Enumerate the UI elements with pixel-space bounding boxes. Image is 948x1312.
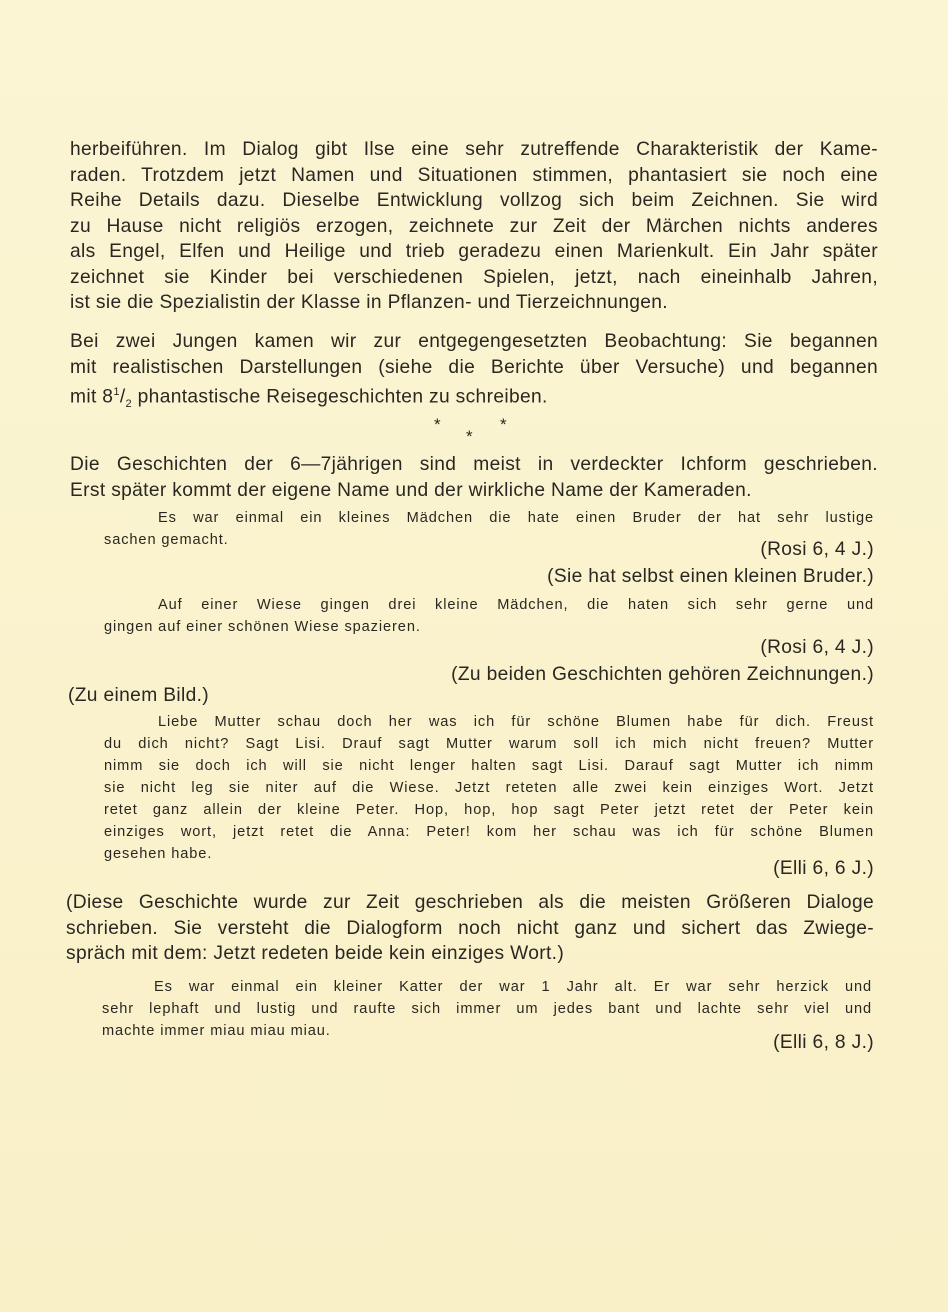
story-source: (Elli 6, 6 J.) [773, 858, 874, 879]
story-source: (Rosi 6, 4 J.) [760, 539, 874, 560]
story-line: Es war einmal ein kleiner Katter der war 1 Jahr alt. Er war sehr herzick und [154, 979, 872, 995]
story-line: Es war einmal ein kleines Mädchen die hate einen Bruder der hat sehr lustige [158, 510, 874, 526]
text-line: Erst später kommt der eigene Name und der wirkliche Name der Kameraden. [70, 479, 752, 501]
text-line: mit realistischen Darstellungen (siehe die Berichte über Versuche) und begannen [70, 356, 878, 378]
story-line: Liebe Mutter schau doch her was ich für schöne Blumen habe für dich. Freust [158, 714, 874, 730]
separator-asterisk: * [466, 427, 473, 446]
text-fragment: mit 8 [70, 386, 114, 408]
text-line-fraction: mit $8^1/_2$ phantastische Reisegeschichten zu schreiben. [70, 386, 548, 411]
paragraph-ilse [70, 137, 878, 316]
paragraph-commentary [66, 890, 874, 967]
story-note: (Zu beiden Geschichten gehören Zeichnungen.) [451, 664, 874, 685]
story-line: retet ganz allein der kleine Peter. Hop, hop, hop sagt Peter jetzt retet der Peter kein [104, 802, 874, 818]
story-line: einziges wort, jetzt retet die Anna: Peter! kom her schau was ich für schöne Blumen [104, 824, 874, 840]
story-line: Auf einer Wiese gingen drei kleine Mädchen, die haten sich sehr gerne und [158, 597, 874, 613]
paragraph-intro [70, 452, 878, 503]
story-line: sachen gemacht. [104, 532, 229, 548]
story-note: (Sie hat selbst einen kleinen Bruder.) [547, 566, 874, 587]
text-line: Bei zwei Jungen kamen wir zur entgegengesetzten Beobachtung: Sie begannen [70, 331, 878, 352]
story-line: gesehen habe. [104, 846, 213, 862]
story-line: gingen auf einer schönen Wiese spazieren. [104, 619, 421, 635]
text-line: ist sie die Spezialistin der Klasse in Pflanzen- und Tierzeichnungen. [70, 292, 668, 313]
text-line: herbeiführen. Im Dialog gibt Ilse eine sehr zutreffende Charakteristik der Kame- [70, 139, 878, 160]
fraction-numerator: 1 [113, 386, 120, 398]
story-line: nimm sie doch ich will sie nicht lenger halten sagt Lisi. Darauf sagt Mutter ich nimm [104, 758, 874, 774]
picture-note: (Zu einem Bild.) [68, 685, 210, 706]
text-line: (Diese Geschichte wurde zur Zeit geschrieben als die meisten Größeren Dialoge [66, 892, 874, 913]
story-elli-1 [104, 711, 874, 865]
story-line: sehr lephaft und lustig und raufte sich immer um jedes bant und lachte sehr viel und [102, 1001, 872, 1017]
story-line: sie nicht leg sie niter auf die Wiese. Jetzt reteten alle zwei kein einziges Wort. Jetzt [104, 780, 874, 796]
text-line: schrieben. Sie versteht die Dialogform noch nicht ganz und sichert das Zwiege- [66, 917, 874, 939]
separator-asterisk: * [500, 415, 507, 434]
text-line: zu Hause nicht religiös erzogen, zeichnete zur Zeit der Märchen nichts anderes [70, 215, 878, 237]
text-line: Die Geschichten der 6—7jährigen sind meist in verdeckter Ichform geschrieben. [70, 454, 878, 475]
text-fragment: phantastische Reisegeschichten zu schreiben. [131, 386, 548, 408]
story-line: machte immer miau miau miau. [102, 1023, 331, 1039]
story-source: (Rosi 6, 4 J.) [760, 637, 874, 658]
text-line: raden. Trotzdem jetzt Namen und Situationen stimmen, phantasiert sie noch eine [70, 164, 878, 186]
paragraph-boys [70, 329, 878, 418]
text-line: zeichnet sie Kinder bei verschiedenen Spielen, jetzt, nach eineinhalb Jahren, [70, 266, 878, 288]
text-line: Reihe Details dazu. Dieselbe Entwicklung vollzog sich beim Zeichnen. Sie wird [70, 190, 878, 211]
separator-asterisk: * [434, 415, 441, 434]
text-line: als Engel, Elfen und Heilige und trieb geradezu einen Marienkult. Ein Jahr später [70, 241, 878, 262]
story-source: (Elli 6, 8 J.) [773, 1032, 874, 1053]
story-line: du dich nicht? Sagt Lisi. Drauf sagt Mutter warum soll ich mich nicht freuen? Mutter [104, 736, 874, 752]
text-line: spräch mit dem: Jetzt redeten beide kein einziges Wort.) [66, 943, 565, 964]
fraction-denominator: 2 [125, 398, 132, 411]
story-rosi-2 [104, 594, 874, 638]
